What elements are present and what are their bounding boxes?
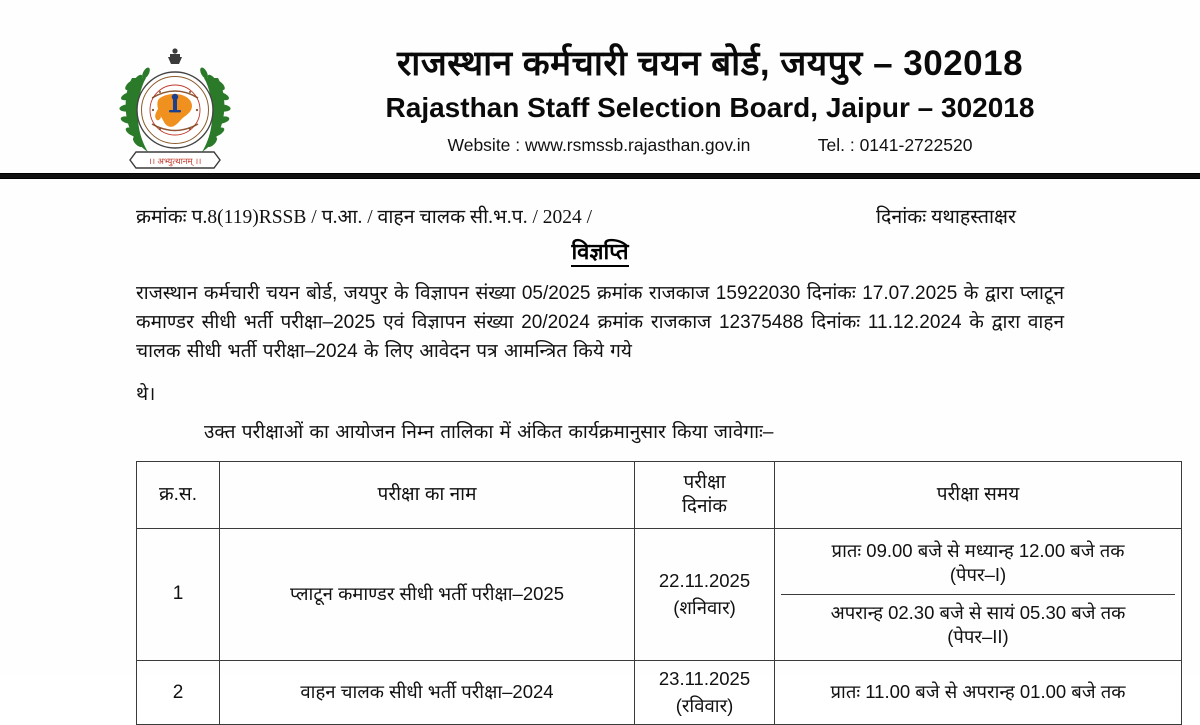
paragraph-one-text: राजस्थान कर्मचारी चयन बोर्ड, जयपुर के विज्ञापन संख्या 05/2025 क्रमांक राजकाज 15922030 दिनांकः 17.07.2025 के द्वारा प्लाटून कमाण्डर सीधी भर्ती परीक्षा–2025 एवं विज्ञापन संख्या 20/2024 क्रमांक राजकाज 12375488 दिनांकः 11.12.2024 के द्वारा वाहन चालक सीधी भर्ती परीक्षा–2024 के लिए आवेदन पत्र आमन्त्रित किये गये bbox=[136, 283, 1064, 362]
row2-date-value: 23.11.2025 bbox=[658, 667, 751, 689]
letterhead bbox=[0, 0, 1200, 176]
row1-time-slot-2 bbox=[781, 594, 1175, 655]
row2-exam-time bbox=[775, 660, 1182, 725]
header-serial-number: क्र.स. bbox=[137, 462, 220, 529]
emblem-banner bbox=[130, 152, 220, 168]
header-exam-date-line1: परीक्षा bbox=[683, 471, 726, 493]
reference-number: क्रमांकः प.8(119)RSSB / प.आ. / वाहन चालक सी.भ.प. / 2024 / bbox=[136, 207, 593, 228]
document-body bbox=[0, 176, 1200, 725]
header-exam-name: परीक्षा का नाम bbox=[220, 462, 635, 529]
row1-exam-name: प्लाटून कमाण्डर सीधी भर्ती परीक्षा–2025 bbox=[220, 529, 635, 661]
header-exam-date-line2: दिनांक bbox=[681, 496, 728, 517]
row1-time-slot-1 bbox=[781, 533, 1175, 594]
board-emblem bbox=[112, 40, 238, 172]
header-exam-time: परीक्षा समय bbox=[775, 462, 1182, 529]
paragraph-one bbox=[136, 280, 1064, 367]
board-title-hindi: राजस्थान कर्मचारी चयन बोर्ड, जयपुर – 302018 bbox=[396, 44, 1024, 83]
table-row bbox=[137, 529, 1182, 661]
row1-exam-time bbox=[775, 529, 1182, 661]
row2-day-value: (रविवार) bbox=[675, 695, 734, 717]
row1-slot1-paper: (पेपर–I) bbox=[949, 564, 1007, 586]
website-label: Website : www.rsmssb.rajasthan.gov.in bbox=[447, 134, 751, 155]
paragraph-one-tail-text: थे। bbox=[136, 383, 156, 405]
emblem-banner-text: ।। अभ्युत्थानम् ।। bbox=[148, 156, 202, 166]
row1-date-value: 22.11.2025 bbox=[658, 569, 751, 591]
row2-slot1-text: प्रातः 11.00 बजे से अपरान्ह 01.00 बजे तक bbox=[830, 680, 1126, 702]
notice-heading-text: विज्ञप्ति bbox=[571, 239, 628, 267]
row2-serial-number: 2 bbox=[137, 660, 220, 725]
row2-exam-name: वाहन चालक सीधी भर्ती परीक्षा–2024 bbox=[220, 660, 635, 725]
row1-slot2-text: अपरान्ह 02.30 बजे से सायं 05.30 बजे तक bbox=[830, 601, 1126, 623]
row1-day-value: (शनिवार) bbox=[673, 597, 736, 619]
reference-line bbox=[0, 202, 1200, 228]
table-header-row bbox=[137, 462, 1182, 529]
header-exam-date bbox=[635, 462, 775, 529]
paragraph-two bbox=[136, 419, 1064, 448]
row1-slot2-paper: (पेपर–II) bbox=[947, 626, 1009, 648]
emblem-icon bbox=[112, 40, 238, 172]
row1-time-slots bbox=[781, 533, 1175, 656]
row2-exam-date bbox=[635, 660, 775, 725]
table-row bbox=[137, 660, 1182, 725]
letterhead-text-block bbox=[250, 44, 1170, 156]
exam-schedule-table bbox=[136, 461, 1182, 725]
schedule-table-wrapper bbox=[136, 461, 1129, 725]
row1-exam-date bbox=[635, 529, 775, 661]
notice-heading bbox=[0, 236, 1200, 266]
row1-serial-number: 1 bbox=[137, 529, 220, 661]
telephone-label: Tel. : 0141-2722520 bbox=[817, 134, 973, 155]
paragraph-one-tail bbox=[136, 381, 1064, 410]
paragraph-two-text: उक्त परीक्षाओं का आयोजन निम्न तालिका में अंकित कार्यक्रमानुसार किया जावेगाः– bbox=[204, 421, 774, 443]
reference-date: दिनांकः यथाहस्ताक्षर bbox=[876, 207, 1016, 228]
contact-line bbox=[250, 135, 1170, 156]
row1-slot1-text: प्रातः 09.00 बजे से मध्यान्ह 12.00 बजे तक bbox=[831, 540, 1125, 561]
board-title-english: Rajasthan Staff Selection Board, Jaipur – 302018 bbox=[385, 91, 1035, 123]
